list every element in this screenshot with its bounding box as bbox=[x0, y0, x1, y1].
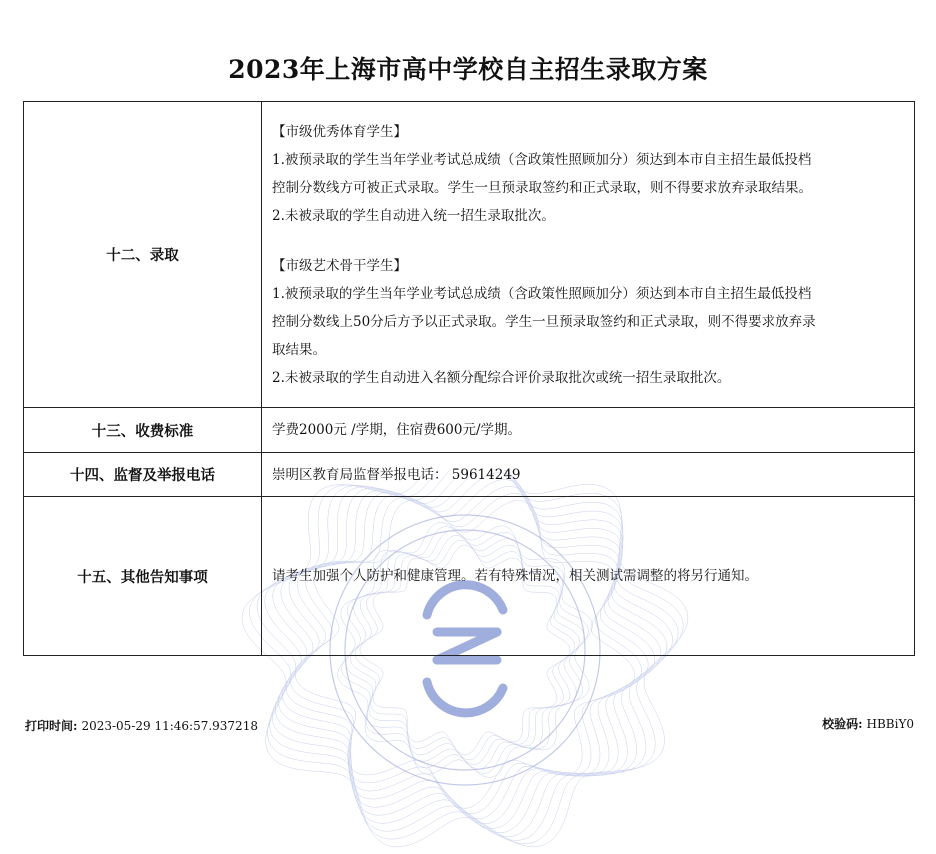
section-line: 2.未被录取的学生自动进入名额分配综合评价录取批次或统一招生录取批次。 bbox=[272, 369, 731, 386]
print-time-value: 2023-05-29 11:46:57.937218 bbox=[81, 719, 258, 733]
row-label: 十三、收费标准 bbox=[24, 408, 262, 453]
table-row bbox=[24, 453, 915, 497]
verify-code bbox=[822, 715, 914, 732]
table-row bbox=[24, 497, 915, 656]
row-content: 崇明区教育局监督举报电话： 59614249 bbox=[262, 453, 915, 497]
print-time bbox=[25, 717, 258, 734]
section-line: 2.未被录取的学生自动进入统一招生录取批次。 bbox=[272, 207, 555, 224]
section-line: 1.被预录取的学生当年学业考试总成绩（含政策性照顾加分）须达到本市自主招生最低投档 bbox=[272, 285, 812, 302]
section-line: 控制分数线方可被正式录取。学生一旦预录取签约和正式录取，则不得要求放弃录取结果。 bbox=[272, 179, 812, 196]
section-heading: 【市级优秀体育学生】 bbox=[272, 123, 407, 140]
row-content: 请考生加强个人防护和健康管理。若有特殊情况，相关测试需调整的将另行通知。 bbox=[262, 497, 915, 656]
table-row bbox=[24, 102, 915, 408]
page-title: 2023年上海市高中学校自主招生录取方案 bbox=[228, 55, 708, 84]
section-arts bbox=[272, 252, 906, 392]
section-line: 1.被预录取的学生当年学业考试总成绩（含政策性照顾加分）须达到本市自主招生最低投档 bbox=[272, 151, 812, 168]
row-label: 十五、其他告知事项 bbox=[24, 497, 262, 656]
row-label: 十四、监督及举报电话 bbox=[24, 453, 262, 497]
section-line: 控制分数线上50分后方予以正式录取。学生一旦预录取签约和正式录取，则不得要求放弃录 bbox=[272, 313, 816, 330]
row-content bbox=[262, 102, 915, 408]
table-row bbox=[24, 408, 915, 453]
row-content: 学费2000元 /学期，住宿费600元/学期。 bbox=[262, 408, 915, 453]
admission-plan-table bbox=[23, 101, 915, 656]
section-sports bbox=[272, 118, 906, 230]
verify-code-label: 校验码: bbox=[822, 717, 863, 731]
print-time-label: 打印时间: bbox=[25, 719, 78, 733]
section-heading: 【市级艺术骨干学生】 bbox=[272, 257, 407, 274]
row-label: 十二、录取 bbox=[24, 102, 262, 408]
section-line: 取结果。 bbox=[272, 341, 326, 358]
verify-code-value: HBBiY0 bbox=[866, 717, 914, 731]
